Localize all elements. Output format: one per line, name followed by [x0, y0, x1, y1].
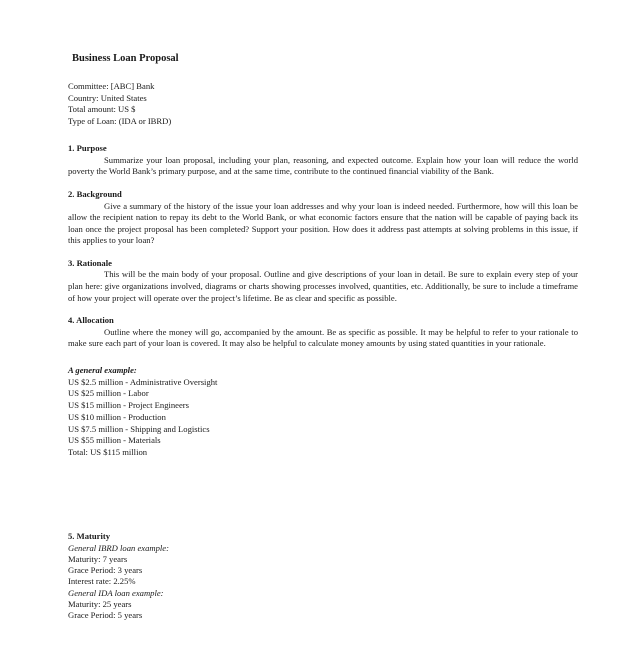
ibrd-maturity: Maturity: 7 years: [68, 553, 128, 564]
ibrd-interest-rate: Interest rate: 2.25%: [68, 576, 136, 587]
section-body: Outline where the money will go, accompanied by the amount. Be as specific as possible. It may be helpful to refer to your rationale to make sure each part of your loan is covered. It may also be helpful to calculate money amounts by using stated quantities in your rationale.: [68, 326, 578, 349]
country-line: Country: United States: [68, 92, 147, 103]
committee-line: Committee: [ABC] Bank: [68, 81, 155, 91]
allocation-total: Total: US $115 million: [68, 447, 148, 458]
ida-maturity: Maturity: 25 years: [68, 598, 132, 609]
section-heading: 5. Maturity: [68, 531, 111, 541]
section-body: This will be the main body of your proposal. Outline and give descriptions of your loan in detail. Be sure to explain every step of your plan here: give organizations involved, diagrams or charts showing processes involved, quantities, etc. Additionally, be sure to include a timeframe of how your project will operate over the project’s lifetime. Be as clear and specific as possible.: [68, 269, 578, 303]
document-title: Business Loan Proposal: [72, 53, 179, 64]
section-heading: 1. Purpose: [68, 143, 107, 154]
allocation-example: [68, 365, 578, 459]
section-background: [68, 189, 578, 247]
allocation-example-heading: A general example:: [68, 364, 137, 375]
allocation-item: US $55 million - Materials: [68, 435, 161, 446]
proposal-details: [68, 81, 578, 127]
total-amount-line: Total amount: US $: [68, 104, 136, 115]
loan-type-line: Type of Loan: (IDA or IBRD): [68, 115, 172, 126]
allocation-item: US $15 million - Project Engineers: [68, 400, 190, 411]
ida-example-label: General IDA loan example:: [68, 587, 164, 598]
allocation-item: US $7.5 million - Shipping and Logistics: [68, 423, 210, 434]
allocation-item: US $25 million - Labor: [68, 388, 149, 399]
allocation-item: US $2.5 million - Administrative Oversight: [68, 376, 218, 387]
document-page: [68, 52, 578, 621]
allocation-item: US $10 million - Production: [68, 411, 166, 422]
ibrd-example-label: General IBRD loan example:: [68, 542, 169, 553]
section-rationale: [68, 258, 578, 304]
section-body: Give a summary of the history of the issue your loan addresses and why your loan is indeed needed. Furthermore, how will this loan be allow the recipient nation to repay its debt to the World Bank, or what economic factors ensure that the nation will be capable of paying back its loan once the project proposal has been completed? Support your position. How does it address past attempts at solving problems in this issue, if this applies to your loan?: [68, 200, 578, 246]
section-maturity: [68, 531, 169, 622]
section-allocation: [68, 315, 578, 459]
section-heading: 2. Background: [68, 189, 122, 200]
section-body: Summarize your loan proposal, including your plan, reasoning, and expected outcome. Explain how your loan will reduce the world poverty the World Bank’s primary purpose, and at the same time, contribute to the continued financial viability of the Bank.: [68, 154, 578, 177]
section-heading: 4. Allocation: [68, 315, 114, 326]
section-heading: 3. Rationale: [68, 257, 112, 268]
ida-grace-period: Grace Period: 5 years: [68, 610, 143, 621]
ibrd-grace-period: Grace Period: 3 years: [68, 565, 143, 576]
section-purpose: [68, 143, 578, 178]
